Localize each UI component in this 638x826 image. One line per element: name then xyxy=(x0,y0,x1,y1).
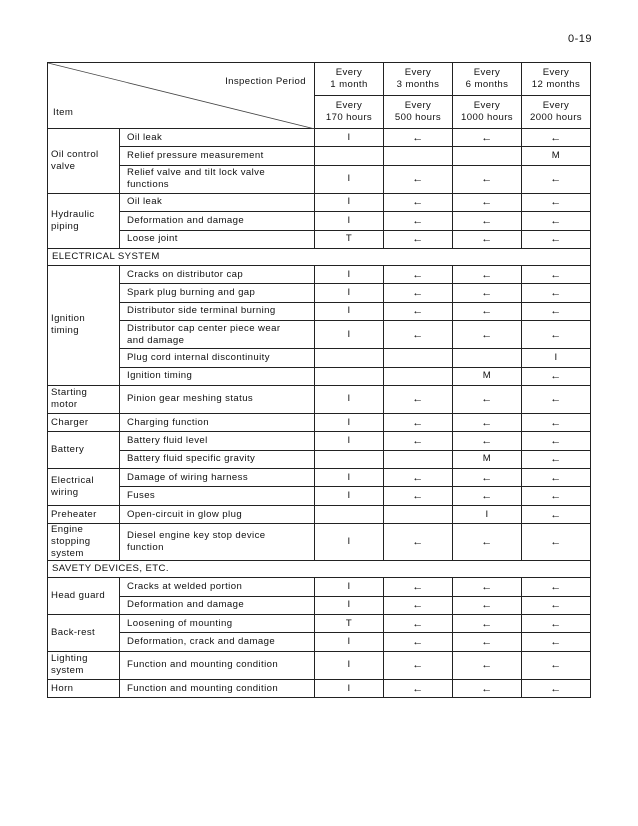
period-mark: ← xyxy=(453,265,522,283)
period-mark: ← xyxy=(384,469,453,487)
table-row xyxy=(48,321,591,349)
period-mark xyxy=(315,147,384,165)
header-diagonal xyxy=(48,63,315,129)
period-header: Every 12 months xyxy=(522,63,591,96)
period-mark xyxy=(453,349,522,367)
table-row xyxy=(48,284,591,302)
item-group-name: Battery xyxy=(48,432,120,469)
period-mark: I xyxy=(315,524,384,561)
period-mark: ← xyxy=(384,129,453,147)
period-mark: ← xyxy=(522,413,591,431)
table-row xyxy=(48,615,591,633)
period-mark: ← xyxy=(453,469,522,487)
period-mark xyxy=(384,147,453,165)
table-row xyxy=(48,651,591,679)
period-mark: I xyxy=(315,212,384,230)
period-mark: I xyxy=(315,265,384,283)
period-mark: I xyxy=(315,165,384,193)
inspection-description: Deformation and damage xyxy=(120,212,315,230)
period-mark: ← xyxy=(384,193,453,211)
period-mark: ← xyxy=(453,385,522,413)
period-mark: ← xyxy=(522,302,591,320)
page-number: 0-19 xyxy=(567,33,592,45)
item-group-name: Horn xyxy=(48,679,120,697)
period-mark: I xyxy=(315,633,384,651)
period-mark: ← xyxy=(453,321,522,349)
table-row xyxy=(48,413,591,431)
period-mark: ← xyxy=(453,413,522,431)
item-group-name: Preheater xyxy=(48,505,120,523)
inspection-description: Distributor cap center piece wear and damage xyxy=(120,321,315,349)
period-mark: ← xyxy=(522,265,591,283)
period-mark: ← xyxy=(522,321,591,349)
period-mark: I xyxy=(315,578,384,596)
period-mark: ← xyxy=(522,193,591,211)
period-mark: ← xyxy=(384,302,453,320)
period-mark: ← xyxy=(453,633,522,651)
table-row xyxy=(48,524,591,561)
inspection-description: Distributor side terminal burning xyxy=(120,302,315,320)
table-row xyxy=(48,349,591,367)
period-header: Every 6 months xyxy=(453,63,522,96)
hours-header: Every 500 hours xyxy=(384,96,453,129)
period-mark: ← xyxy=(453,578,522,596)
period-mark xyxy=(315,505,384,523)
item-group-name: Charger xyxy=(48,413,120,431)
period-mark: I xyxy=(315,596,384,614)
period-mark: ← xyxy=(453,432,522,450)
period-mark xyxy=(384,349,453,367)
period-mark: I xyxy=(315,129,384,147)
period-mark: ← xyxy=(522,633,591,651)
inspection-description: Damage of wiring harness xyxy=(120,469,315,487)
section-title: ELECTRICAL SYSTEM xyxy=(48,248,591,265)
period-mark: ← xyxy=(384,578,453,596)
period-mark: ← xyxy=(384,432,453,450)
table-header-corner xyxy=(48,63,315,129)
period-mark xyxy=(453,147,522,165)
table-row xyxy=(48,596,591,614)
period-mark: ← xyxy=(384,165,453,193)
period-header: Every 1 month xyxy=(315,63,384,96)
section-row xyxy=(48,561,591,578)
period-mark: ← xyxy=(384,633,453,651)
table-row xyxy=(48,432,591,450)
hours-header: Every 2000 hours xyxy=(522,96,591,129)
period-mark: ← xyxy=(384,321,453,349)
period-mark: ← xyxy=(453,193,522,211)
table-row xyxy=(48,265,591,283)
period-mark: I xyxy=(315,284,384,302)
period-mark: ← xyxy=(384,212,453,230)
period-mark: I xyxy=(453,505,522,523)
period-mark: ← xyxy=(453,284,522,302)
period-mark: M xyxy=(453,367,522,385)
period-mark xyxy=(384,505,453,523)
period-mark: ← xyxy=(522,505,591,523)
period-mark: ← xyxy=(384,413,453,431)
hours-header: Every 170 hours xyxy=(315,96,384,129)
period-mark: ← xyxy=(384,596,453,614)
period-mark: ← xyxy=(522,129,591,147)
inspection-description: Loose joint xyxy=(120,230,315,248)
table-row xyxy=(48,487,591,505)
inspection-description: Open-circuit in glow plug xyxy=(120,505,315,523)
period-mark: ← xyxy=(384,265,453,283)
period-mark: ← xyxy=(522,469,591,487)
period-mark: ← xyxy=(384,385,453,413)
period-mark xyxy=(384,450,453,468)
period-mark: I xyxy=(315,651,384,679)
period-mark: ← xyxy=(522,596,591,614)
period-mark: ← xyxy=(453,596,522,614)
period-mark: I xyxy=(315,385,384,413)
period-mark: I xyxy=(315,679,384,697)
period-mark: ← xyxy=(522,524,591,561)
period-mark: ← xyxy=(522,487,591,505)
period-mark: ← xyxy=(453,230,522,248)
period-mark: ← xyxy=(522,615,591,633)
period-mark: ← xyxy=(384,524,453,561)
table-row xyxy=(48,385,591,413)
period-mark: ← xyxy=(522,165,591,193)
inspection-description: Cracks on distributor cap xyxy=(120,265,315,283)
period-mark: ← xyxy=(453,524,522,561)
inspection-period-label: Inspection Period xyxy=(225,76,306,87)
period-mark: ← xyxy=(522,385,591,413)
period-mark: I xyxy=(315,321,384,349)
period-mark: I xyxy=(315,302,384,320)
period-mark: ← xyxy=(522,230,591,248)
inspection-description: Ignition timing xyxy=(120,367,315,385)
period-mark: ← xyxy=(522,679,591,697)
inspection-table xyxy=(47,62,591,698)
period-mark: ← xyxy=(384,679,453,697)
period-mark: I xyxy=(315,487,384,505)
item-group-name: Head guard xyxy=(48,578,120,615)
table-row xyxy=(48,302,591,320)
period-mark: ← xyxy=(453,651,522,679)
period-mark xyxy=(315,367,384,385)
table-row xyxy=(48,212,591,230)
period-mark: I xyxy=(315,193,384,211)
inspection-description: Oil leak xyxy=(120,129,315,147)
table-row xyxy=(48,367,591,385)
period-mark: M xyxy=(453,450,522,468)
inspection-description: Pinion gear meshing status xyxy=(120,385,315,413)
period-mark: ← xyxy=(384,284,453,302)
item-group-name: Engine stopping system xyxy=(48,524,120,561)
table-row xyxy=(48,505,591,523)
period-mark: ← xyxy=(384,615,453,633)
inspection-description: Deformation and damage xyxy=(120,596,315,614)
table-row xyxy=(48,578,591,596)
period-mark: ← xyxy=(522,651,591,679)
inspection-description: Charging function xyxy=(120,413,315,431)
period-mark: ← xyxy=(522,578,591,596)
table-row xyxy=(48,147,591,165)
period-mark: ← xyxy=(522,450,591,468)
inspection-description: Cracks at welded portion xyxy=(120,578,315,596)
period-mark: ← xyxy=(384,651,453,679)
inspection-description: Deformation, crack and damage xyxy=(120,633,315,651)
item-group-name: Starting motor xyxy=(48,385,120,413)
table-row xyxy=(48,633,591,651)
item-group-name: Back-rest xyxy=(48,615,120,652)
item-label: Item xyxy=(53,107,74,118)
period-mark: I xyxy=(315,469,384,487)
item-group-name: Hydraulic piping xyxy=(48,193,120,248)
section-row xyxy=(48,248,591,265)
inspection-description: Battery fluid specific gravity xyxy=(120,450,315,468)
inspection-description: Diesel engine key stop device function xyxy=(120,524,315,561)
hours-header: Every 1000 hours xyxy=(453,96,522,129)
period-mark: ← xyxy=(522,212,591,230)
table-row xyxy=(48,679,591,697)
inspection-description: Spark plug burning and gap xyxy=(120,284,315,302)
period-mark: I xyxy=(522,349,591,367)
section-title: SAVETY DEVICES, ETC. xyxy=(48,561,591,578)
inspection-description: Plug cord internal discontinuity xyxy=(120,349,315,367)
inspection-description: Battery fluid level xyxy=(120,432,315,450)
inspection-description: Fuses xyxy=(120,487,315,505)
period-mark: ← xyxy=(384,487,453,505)
inspection-description: Relief valve and tilt lock valve functions xyxy=(120,165,315,193)
period-mark: ← xyxy=(384,230,453,248)
period-mark: ← xyxy=(453,615,522,633)
item-group-name: Ignition timing xyxy=(48,265,120,385)
period-mark: M xyxy=(522,147,591,165)
period-mark: ← xyxy=(453,679,522,697)
table-row xyxy=(48,230,591,248)
inspection-description: Oil leak xyxy=(120,193,315,211)
item-group-name: Oil control valve xyxy=(48,129,120,194)
period-mark: ← xyxy=(453,487,522,505)
period-mark xyxy=(315,450,384,468)
period-mark: I xyxy=(315,413,384,431)
period-mark: ← xyxy=(453,212,522,230)
period-mark: ← xyxy=(453,165,522,193)
inspection-description: Function and mounting condition xyxy=(120,679,315,697)
table-row xyxy=(48,469,591,487)
table-row xyxy=(48,165,591,193)
inspection-description: Function and mounting condition xyxy=(120,651,315,679)
table-row xyxy=(48,193,591,211)
period-mark: T xyxy=(315,615,384,633)
inspection-description: Relief pressure measurement xyxy=(120,147,315,165)
period-mark: ← xyxy=(522,367,591,385)
table-row xyxy=(48,129,591,147)
period-mark: ← xyxy=(453,129,522,147)
period-header: Every 3 months xyxy=(384,63,453,96)
period-mark: I xyxy=(315,432,384,450)
inspection-description: Loosening of mounting xyxy=(120,615,315,633)
period-mark: T xyxy=(315,230,384,248)
period-mark xyxy=(384,367,453,385)
period-mark: ← xyxy=(522,284,591,302)
period-mark xyxy=(315,349,384,367)
period-mark: ← xyxy=(522,432,591,450)
table-row xyxy=(48,450,591,468)
item-group-name: Electrical wiring xyxy=(48,469,120,506)
item-group-name: Lighting system xyxy=(48,651,120,679)
period-mark: ← xyxy=(453,302,522,320)
